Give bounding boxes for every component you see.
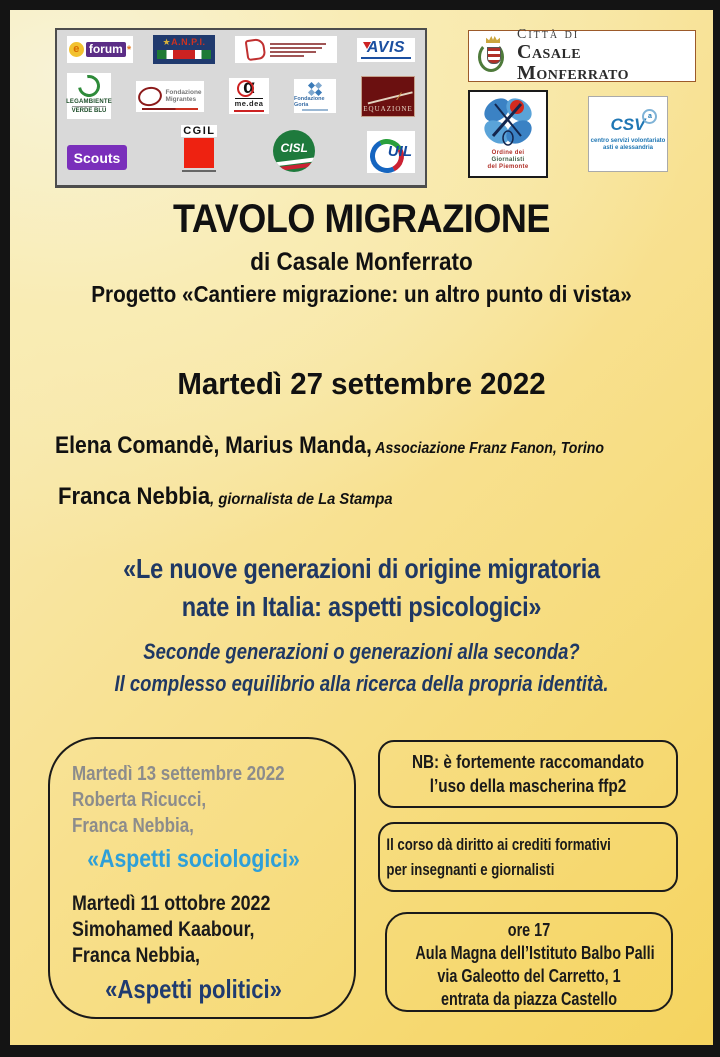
migrantes-circle-icon [137,84,164,108]
event-poster [10,10,713,1045]
csv-badge-icon: a [642,109,657,124]
talk-subtitle-line2: Il complesso equilibrio alla ricerca della propria identità. [114,671,609,696]
ordine-giornalisti-logo [468,90,548,178]
ordine-label-line2: Giornalisti [491,157,525,163]
logo-row-3 [67,123,415,175]
cgil-logo: CGIL [177,123,221,175]
avis-logo [357,38,415,62]
legambiente-logo: LEGAMBIENTE VERDE BLU [67,73,111,119]
session1-speaker2: Franca Nebbia, [72,815,194,837]
isral-logo [235,36,337,63]
city-label-line1: Città di [517,26,580,42]
mask-notice-line1: NB: è fortemente raccomandato [411,752,645,772]
session2-speaker2: Franca Nebbia, [72,944,200,967]
credits-line2: per insegnanti e giornalisti [386,861,555,879]
forum-wordmark: forum [86,42,126,57]
equazione-logo: ⁄ EQUAZIONE [361,76,415,117]
medea-alpha-icon: α [243,77,255,98]
fondazione-migrantes-logo: Fondazione Migrantes [136,81,204,112]
ordine-label-line1: Ordine dei [491,150,525,156]
cgil-red-square-icon [184,138,214,168]
speaker-line-2 [58,483,393,511]
partner-logos-panel [55,28,427,188]
fondazione-goria-logo: Fondazione Goria [294,79,336,113]
cisl-logo [272,128,317,173]
speaker1-affiliation: Associazione Franz Fanon, Torino [371,440,604,457]
avis-wordmark: AVIS [366,39,406,56]
page-subtitle: di Casale Monferrato [250,248,473,276]
talk-title [66,550,657,626]
venue-line2: Aula Magna dell’Istituto Balbo Palli [415,943,655,963]
avis-blood-drop-icon [363,42,371,49]
session1-date: Martedì 13 settembre 2022 [72,763,285,785]
speaker2-affiliation: , giornalista de La Stampa [210,491,393,508]
venue-time: ore 17 [507,920,551,940]
venue-line4: entrata da piazza Castello [440,989,618,1009]
ordine-butterfly-icon [477,94,539,150]
logo-row-1 [67,35,415,64]
venue-box [385,912,673,1012]
credits-notice-box [378,822,678,892]
event-date: Martedì 27 settembre 2022 [177,366,546,401]
uil-logo: UIL [367,131,415,173]
cisl-circle-icon: CISL [273,130,315,172]
forum-e-icon: e [69,42,84,57]
equazione-diagonal-icon [365,81,413,104]
title-block [45,196,678,309]
talk-title-line1: «Le nuove generazioni di origine migratoria [123,553,600,584]
city-casale-monferrato-logo [468,26,696,85]
csv-logo [588,96,668,172]
session1-topic: «Aspetti sociologici» [87,845,300,873]
credits-line1: Il corso dà diritto ai crediti formativi [386,836,611,854]
city-crest-icon [477,36,509,76]
session2-speaker1: Simohamed Kaabour, [72,918,255,941]
speaker2-name: Franca Nebbia [58,483,211,510]
forum-star-icon: * [126,43,132,56]
piedmont-map-icon [245,38,267,61]
talk-subtitle [66,636,657,700]
isral-smallprint [270,41,326,59]
csv-label-line1: centro servizi volontariato [590,138,666,144]
csv-wordmark: CSV a [611,116,646,134]
ordine-label-line3: del Piemonte [487,164,529,170]
anpi-star-icon: ★ [162,37,172,47]
forum-logo [67,36,133,63]
page-title: TAVOLO MIGRAZIONE [172,197,550,241]
project-line: Progetto «Cantiere migrazione: un altro punto di vista» [91,281,632,307]
session2-date: Martedì 11 ottobre 2022 [72,892,271,915]
other-sessions-box [48,737,356,1019]
session2-topic: «Aspetti politici» [105,974,282,1004]
legambiente-swirl-icon [74,71,105,102]
medea-logo: α me.dea [229,78,269,114]
city-label-line2: Casale Monferrato [517,41,630,85]
anpi-logo [153,35,215,64]
anpi-wordmark: A.N.P.I. [171,37,206,47]
goria-diamonds-icon [306,81,324,94]
mask-notice-line2: l’uso della mascherina ffp2 [429,776,627,796]
csv-label-line2: asti e alessandria [602,145,654,151]
speaker1-names: Elena Comandè, Marius Manda, [55,432,372,459]
session1-speaker1: Roberta Ricucci, [72,789,207,811]
logo-row-2 [67,73,415,119]
scouts-logo: Scouts [67,145,127,170]
anpi-tricolor-ribbon-icon [157,50,211,59]
talk-subtitle-line1: Seconde generazioni o generazioni alla seconda? [143,639,580,664]
mask-notice-box [378,740,678,808]
talk-title-line2: nate in Italia: aspetti psicologici» [181,591,542,622]
venue-line3: via Galeotto del Carretto, 1 [437,966,621,986]
speaker-line-1 [55,432,604,460]
